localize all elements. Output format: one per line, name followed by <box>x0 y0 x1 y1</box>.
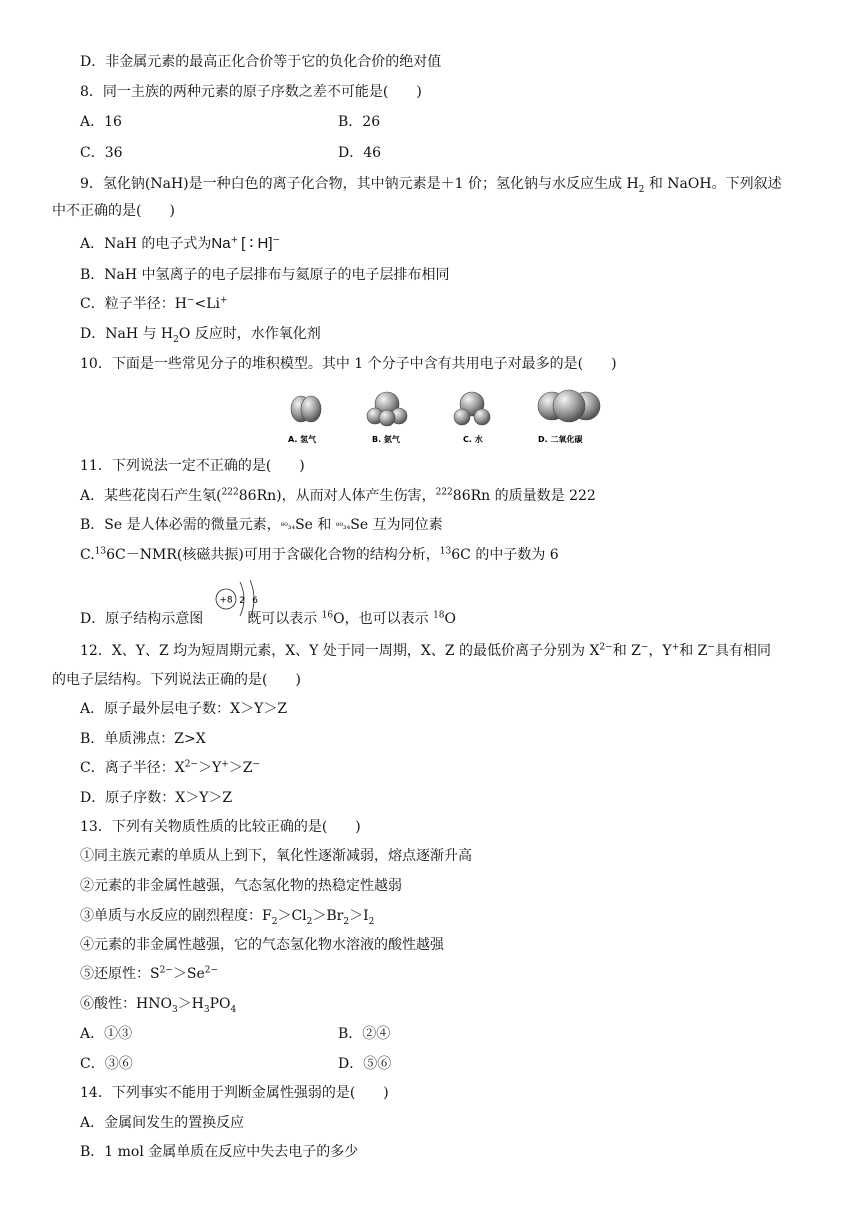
option-d-q7: D．非金属元素的最高正化合价等于它的负化合价的绝对值 <box>80 54 442 70</box>
atomic-structure-diagram <box>214 578 262 624</box>
label-co2: D. 二氧化碳 <box>538 435 583 444</box>
q13-option-c: C．③⑥ <box>80 1056 133 1072</box>
q12-option-a: A．原子最外层电子数：X＞Y＞Z <box>80 701 288 717</box>
q13-statement-5: ⑤还原性：$S^{2-}>Se^{2-}$ <box>80 965 219 982</box>
q12-option-b: B．单质沸点：Z>X <box>80 731 206 747</box>
q8-option-b: B．26 <box>338 114 381 130</box>
carbon-dioxide-model <box>538 390 600 422</box>
q14-option-a: A．金属间发生的置换反应 <box>80 1115 245 1131</box>
question-13: 13．下列有关物质性质的比较正确的是( ) <box>80 819 361 835</box>
q11-option-a: A．某些花岗石产生氡($^{222}$86Rn)，从而对人体产生伤害，$^{222}$86Rn 的质量数是 222 <box>80 487 596 504</box>
q13-statement-2: ②元素的非金属性越强，气态氢化物的热稳定性越弱 <box>80 878 402 894</box>
q11-option-c: C.$^{13}$6C－NMR(核磁共振)可用于含碳化合物的结构分析，$^{13}$6C 的中子数为 6 <box>80 546 559 563</box>
question-10: 10．下面是一些常见分子的堆积模型。其中 1 个分子中含有共用电子对最多的是( ) <box>80 356 617 372</box>
q11-option-b: B．Se 是人体必需的微量元素，⁸⁰₃₄Se 和 ⁸⁰₃₄Se 互为同位素 <box>80 517 443 533</box>
q9-option-d: D．NaH 与 $H_2O$ 反应时，水作氧化剂 <box>80 326 321 345</box>
shell-1-electrons: 2 <box>239 596 245 606</box>
q12-option-c: C．离子半径：$X^{2-}>Y^+>Z^-$ <box>80 759 261 776</box>
q14-option-b: B．1 mol 金属单质在反应中失去电子的多少 <box>80 1144 359 1160</box>
q13-option-b: B．②④ <box>338 1026 391 1042</box>
q13-statement-4: ④元素的非金属性越强，它的气态氢化物水溶液的酸性越强 <box>80 937 444 953</box>
label-water: C. 水 <box>463 435 483 444</box>
q13-option-a: A．①③ <box>80 1026 133 1042</box>
nucleus-charge: +8 <box>219 595 233 606</box>
q8-option-c: C．36 <box>80 145 123 161</box>
question-12-line1: 12．X、Y、Z 均为短周期元素，X、Y 处于同一周期，X、Z 的最低价离子分别为 $X^{2-}$和 Z−，Y+和 Z−具有相同 <box>80 642 771 659</box>
q13-statement-6: ⑥酸性：$HNO_3>H_3PO_4$ <box>80 996 237 1015</box>
label-hydrogen: A. 氢气 <box>288 435 317 444</box>
q9-option-b: B．NaH 中氢离子的电子层排布与氦原子的电子层排布相同 <box>80 267 450 283</box>
question-8: 8．同一主族的两种元素的原子序数之差不可能是( ) <box>80 84 422 100</box>
q9-option-a: A．NaH 的电子式为Na+ [ ∶ H]− <box>80 235 281 252</box>
question-9-line2: 中不正确的是( ) <box>52 203 175 219</box>
water-model <box>454 392 490 425</box>
q13-statement-1: ①同主族元素的单质从上到下，氧化性逐渐减弱，熔点逐渐升高 <box>80 848 472 864</box>
shell-2-electrons: 6 <box>252 596 258 606</box>
q9-option-c: C．粒子半径：H−<Li+ <box>80 295 228 312</box>
q12-option-d: D．原子序数：X＞Y＞Z <box>80 790 233 806</box>
hydrogen-model <box>291 396 321 422</box>
question-9-line1: 9．氢化钠(NaH)是一种白色的离子化合物，其中钠元素是＋1 价；氢化钠与水反应生成 $H_2$ 和 NaOH。下列叙述 <box>80 176 782 195</box>
ammonia-model <box>367 392 407 426</box>
label-ammonia: B. 氨气 <box>372 435 400 444</box>
q13-option-d: D．⑤⑥ <box>338 1056 392 1072</box>
q11-option-d: D．原子结构示意图 既可以表示 $^{16}$O，也可以表示 $^{18}$O <box>80 610 457 627</box>
q8-option-d: D．46 <box>338 145 382 161</box>
question-11: 11．下列说法一定不正确的是( ) <box>80 458 305 474</box>
q8-option-a: A．16 <box>80 114 122 130</box>
question-14: 14．下列事实不能用于判断金属性强弱的是( ) <box>80 1085 389 1101</box>
q13-statement-3: ③单质与水反应的剧烈程度：$F_2>Cl_2>Br_2>I_2$ <box>80 908 375 927</box>
molecule-models-figure <box>280 386 620 446</box>
question-12-line2: 的电子层结构。下列说法正确的是( ) <box>52 672 301 688</box>
